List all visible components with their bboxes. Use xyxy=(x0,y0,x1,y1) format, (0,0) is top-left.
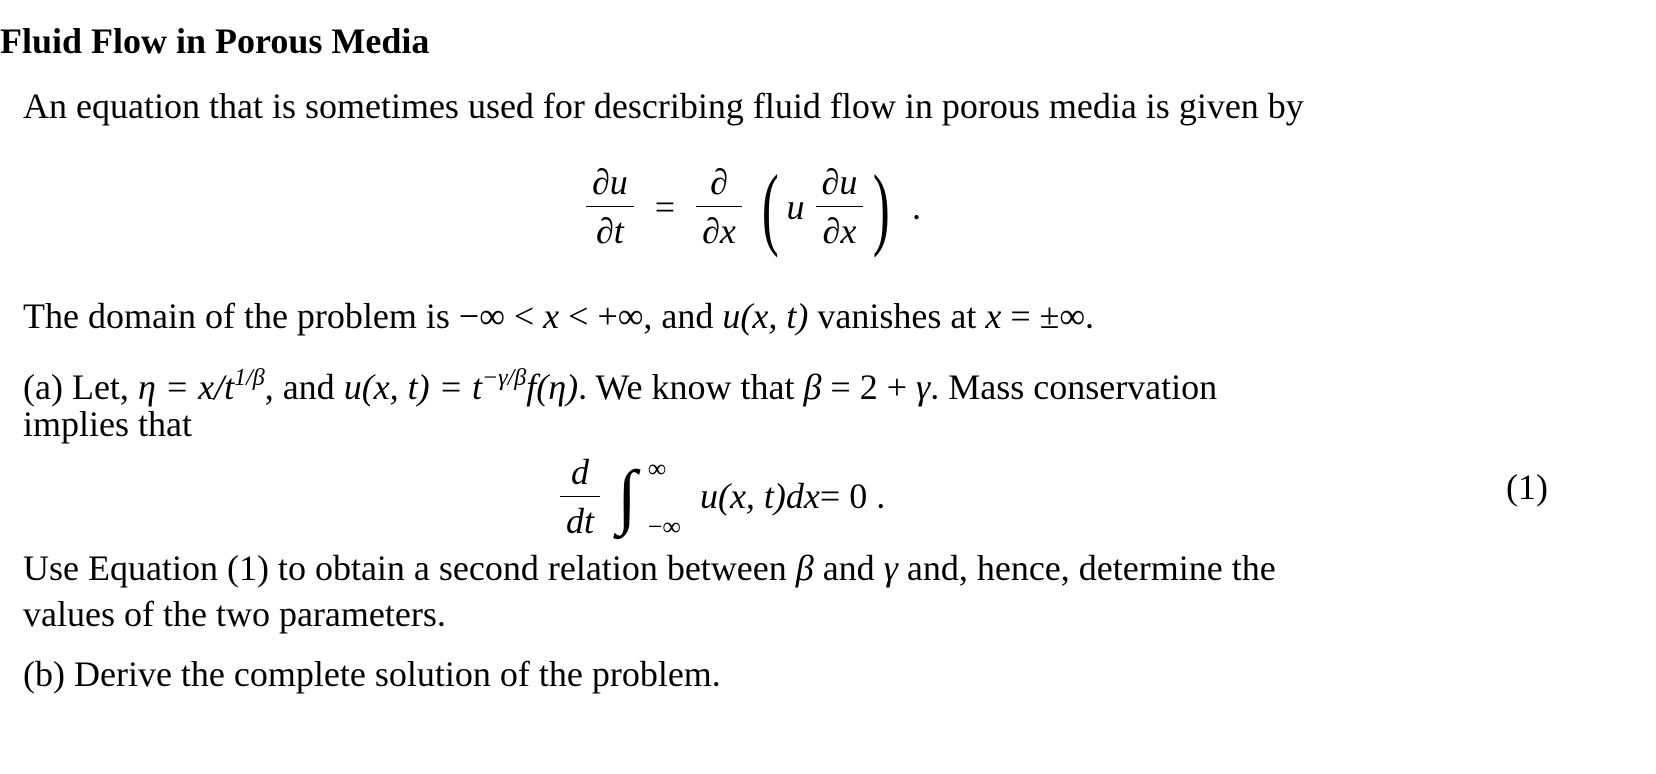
part-a-text: . We know that xyxy=(578,367,804,407)
u-function: u(x, t) xyxy=(722,296,809,336)
u-variable: u xyxy=(786,186,805,227)
dx-denominator: ∂x xyxy=(702,211,736,251)
d-dx-fraction xyxy=(696,160,742,253)
domain-text: < +∞, and xyxy=(559,296,723,336)
domain-paragraph xyxy=(23,292,1094,340)
partial-numerator: ∂ xyxy=(710,162,728,202)
fraction-bar xyxy=(816,206,864,207)
d-dt-fraction xyxy=(560,450,600,543)
gamma-symbol: γ xyxy=(883,548,898,588)
du-dt-fraction xyxy=(586,160,634,253)
use-equation-line-2: values of the two parameters. xyxy=(23,594,446,634)
use-text: and, hence, determine the xyxy=(897,548,1276,588)
u-substitution: u(x, t) = t xyxy=(343,367,482,407)
part-a-line-2: implies that xyxy=(23,404,192,444)
part-a-text: (a) Let, xyxy=(23,367,138,407)
right-paren: ) xyxy=(873,155,891,258)
beta-symbol: β xyxy=(795,548,814,588)
part-a-text: = 2 + xyxy=(821,367,917,407)
left-paren: ( xyxy=(761,155,779,258)
fraction-bar xyxy=(586,206,634,207)
equals-sign: = xyxy=(654,186,676,227)
x-variable: x xyxy=(985,296,1002,336)
dt-denominator: dt xyxy=(566,500,595,541)
fraction-bar xyxy=(560,496,600,497)
intro-paragraph: An equation that is sometimes used for describing fluid flow in porous media is given by xyxy=(23,86,1304,126)
gamma-symbol: γ xyxy=(916,367,931,407)
use-text: Use Equation (1) to obtain a second relation between xyxy=(23,548,796,588)
dx-denominator: ∂x xyxy=(822,211,857,251)
part-a-line-1 xyxy=(23,354,1217,411)
main-equation xyxy=(582,155,929,258)
use-equation-line-1 xyxy=(23,544,1276,592)
du-numerator: ∂u xyxy=(821,162,858,202)
page-title: Fluid Flow in Porous Media xyxy=(0,21,430,61)
equation-number: (1) xyxy=(1506,467,1548,507)
du-numerator: ∂u xyxy=(592,162,628,202)
part-a-text: . Mass conservation xyxy=(930,367,1218,407)
domain-text: The domain of the problem is −∞ < xyxy=(23,296,544,336)
integrand: u(x, t)dx xyxy=(699,476,820,516)
domain-text: = ±∞. xyxy=(1001,296,1095,336)
exponent: 1/β xyxy=(234,365,265,391)
f-eta: f(η) xyxy=(526,367,579,407)
x-variable: x xyxy=(543,296,560,336)
domain-text: vanishes at xyxy=(808,296,986,336)
dt-denominator: ∂t xyxy=(596,211,624,251)
eta-definition: η = x/t xyxy=(137,367,235,407)
equation-period: . xyxy=(911,186,921,227)
exponent: −γ/β xyxy=(481,365,527,391)
equals-zero: = 0 . xyxy=(819,476,886,516)
fraction-bar xyxy=(696,206,742,207)
upper-limit: ∞ xyxy=(647,454,667,483)
part-a-text: , and xyxy=(264,367,344,407)
integral-sign: ∫ xyxy=(617,455,637,536)
beta-symbol: β xyxy=(803,367,822,407)
du-dx-fraction xyxy=(816,160,864,253)
part-b-paragraph: (b) Derive the complete solution of the problem. xyxy=(23,654,721,694)
integral-limits xyxy=(648,440,681,556)
lower-limit: −∞ xyxy=(647,512,681,541)
d-numerator: d xyxy=(571,451,589,492)
equation-1 xyxy=(556,438,885,554)
use-text: and xyxy=(813,548,884,588)
